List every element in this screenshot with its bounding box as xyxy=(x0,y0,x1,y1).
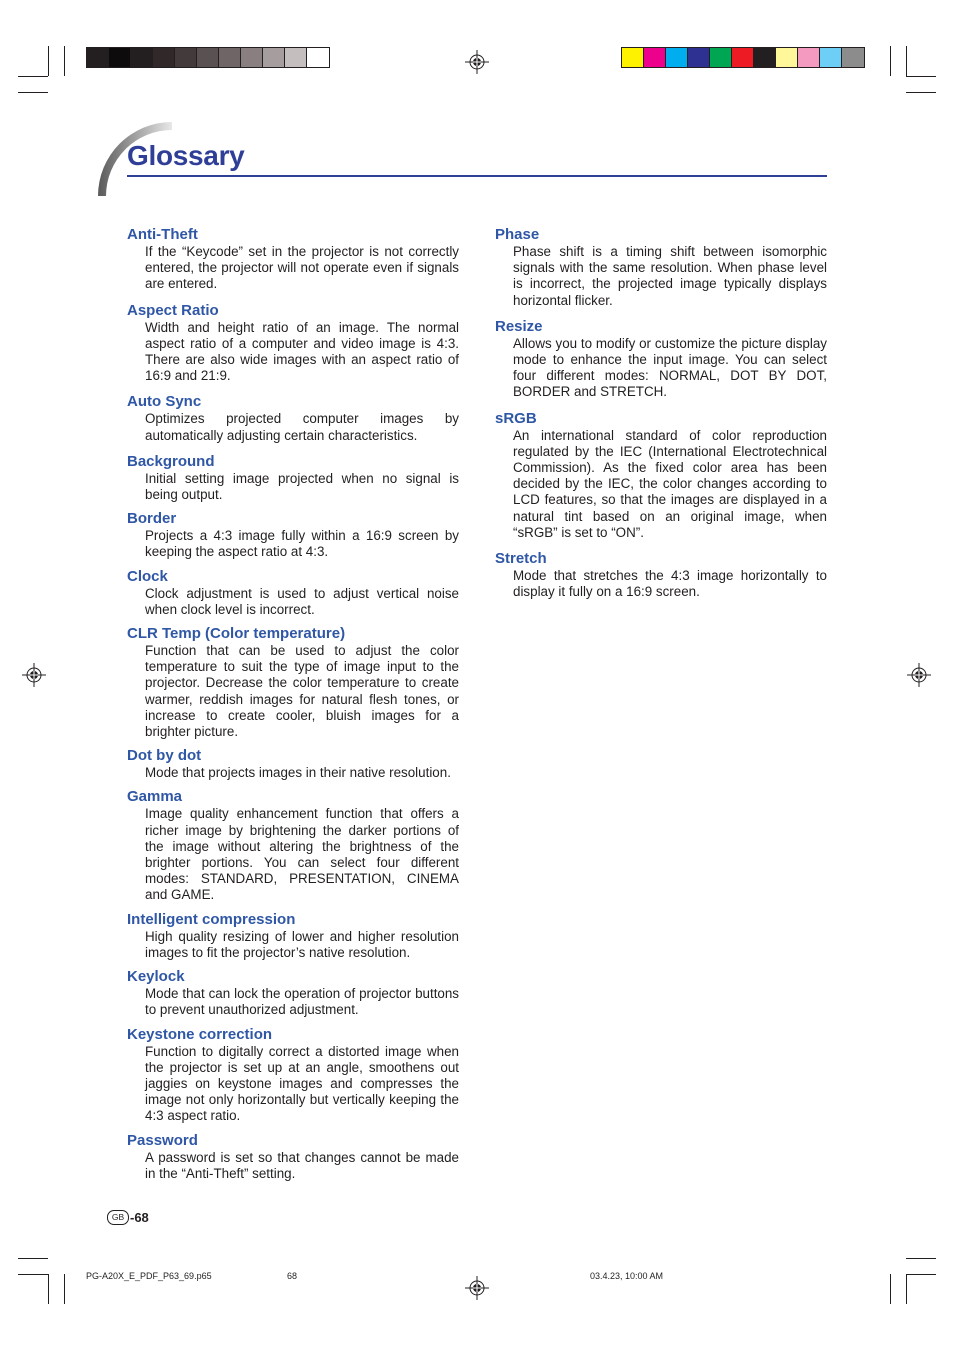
registration-mark-icon xyxy=(465,50,489,74)
registration-mark-icon xyxy=(465,1276,489,1300)
glossary-definition: An international standard of color reproduction regulated by the IEC (International Electrotechnical Commission). As the fixed color area has been decided by the IEC, the color changes according to LCD features, so that the images are displayed in a natural tint based on an original image, when “sRGB” is set to “ON”. xyxy=(513,427,827,540)
glossary-term: Phase xyxy=(495,226,540,243)
page-number-text: -68 xyxy=(130,1210,149,1225)
glossary-definition: High quality resizing of lower and higher resolution images to fit the projector’s native resolution. xyxy=(145,928,459,960)
color-swatch xyxy=(644,48,666,67)
glossary-entry xyxy=(127,625,459,740)
glossary-entry xyxy=(127,911,459,961)
glossary-entry xyxy=(127,453,459,503)
color-swatch xyxy=(285,48,307,67)
glossary-term: Border xyxy=(127,510,177,528)
glossary-entry xyxy=(127,1132,459,1182)
color-swatch xyxy=(109,48,131,67)
color-swatch xyxy=(307,48,329,67)
glossary-definition: Mode that stretches the 4:3 image horizontally to display it fully on a 16:9 screen. xyxy=(513,568,827,600)
registration-mark-icon xyxy=(22,663,46,687)
glossary-term: CLR Temp (Color temperature) xyxy=(127,625,346,643)
color-swatch xyxy=(219,48,241,67)
color-swatch xyxy=(732,48,754,67)
glossary-term: Intelligent compression xyxy=(127,910,296,928)
glossary-definition: Clock adjustment is used to adjust vertical noise when clock level is incorrect. xyxy=(145,585,459,617)
glossary-definition: A password is set so that changes cannot be made in the “Anti-Theft” setting. xyxy=(145,1149,459,1181)
crop-mark xyxy=(48,1274,49,1304)
crop-mark xyxy=(18,1258,48,1259)
color-swatch xyxy=(263,48,285,67)
glossary-definition: Function to digitally correct a distorted image when the projector is set up at an angle, smoothens out jaggies on keystone images and compresses the image not only horizontally but vertically keeping the 4:3 aspect ratio. xyxy=(145,1043,459,1124)
glossary-term: Dot by dot xyxy=(127,747,202,765)
crop-mark xyxy=(890,46,891,76)
color-swatch xyxy=(153,48,175,67)
footer-timestamp: 03.4.23, 10:00 AM xyxy=(590,1271,664,1281)
glossary-term: Keystone correction xyxy=(127,1025,273,1043)
glossary-entry xyxy=(495,550,827,600)
color-swatch xyxy=(87,48,109,67)
glossary-term: Background xyxy=(127,452,215,470)
page-title: Glossary xyxy=(127,140,245,171)
glossary-entry xyxy=(127,788,459,903)
glossary-term: Password xyxy=(127,1131,198,1149)
glossary-entry xyxy=(495,226,827,309)
glossary-term: Gamma xyxy=(127,788,183,806)
glossary-right-column xyxy=(495,226,827,600)
crop-mark xyxy=(906,1274,907,1304)
color-swatch xyxy=(131,48,153,67)
glossary-definition: If the “Keycode” set in the projector is not correctly entered, the projector will not operate even if signals are entered. xyxy=(145,244,459,292)
glossary-term: Anti-Theft xyxy=(127,226,198,243)
glossary-definition: Function that can be used to adjust the color temperature to suit the type of image input to the projector. Decrease the color temperature to create warmer, reddish images for natural flesh tones, or increase to create cooler, bluish images for a brighter picture. xyxy=(145,643,459,740)
glossary-definition: Initial setting image projected when no signal is being output. xyxy=(145,470,459,503)
glossary-entry xyxy=(127,510,459,560)
glossary-definition: Phase shift is a timing shift between isomorphic signals with the same resolution. When phase level is incorrect, the projected image typically displays horizontal flicker. xyxy=(513,244,827,308)
glossary-term: Auto Sync xyxy=(127,393,202,411)
crop-mark xyxy=(906,76,936,77)
glossary-definition: Allows you to modify or customize the picture display mode to enhance the input image. You can select four different modes: NORMAL, DOT BY DOT, BORDER and STRETCH. xyxy=(513,335,827,400)
glossary-entry xyxy=(127,226,459,293)
color-swatch xyxy=(820,48,842,67)
glossary-entry xyxy=(127,747,459,781)
crop-mark xyxy=(64,1274,65,1304)
glossary-term: Aspect Ratio xyxy=(127,301,219,319)
crop-mark xyxy=(906,92,936,93)
grayscale-calibration-bar xyxy=(86,47,330,68)
glossary-definition: Mode that can lock the operation of projector buttons to prevent unauthorized adjustment. xyxy=(145,986,459,1018)
color-swatch xyxy=(754,48,776,67)
glossary-entry xyxy=(127,1026,459,1125)
glossary-definition: Image quality enhancement function that offers a richer image by brightening the darker portions of the image without altering the brightness of the brighter portions. You can select four different modes: STANDARD, PRESENTATION, CINEMA and GAME. xyxy=(145,806,459,903)
crop-mark xyxy=(890,1274,891,1304)
glossary-definition: Optimizes projected computer images by automatically adjusting certain characteristics. xyxy=(145,411,459,443)
glossary-entry xyxy=(495,410,827,541)
crop-mark xyxy=(48,46,49,76)
color-swatch xyxy=(197,48,219,67)
color-calibration-bar xyxy=(621,47,865,68)
color-swatch xyxy=(622,48,644,67)
color-swatch xyxy=(666,48,688,67)
glossary-term: Resize xyxy=(495,317,543,335)
glossary-entry xyxy=(495,318,827,401)
crop-mark xyxy=(18,92,48,93)
footer-file-name: PG-A20X_E_PDF_P63_69.p65 xyxy=(86,1271,212,1281)
crop-mark xyxy=(906,46,907,76)
registration-mark-icon xyxy=(907,663,931,687)
crop-mark xyxy=(906,1274,936,1275)
crop-mark xyxy=(906,1258,936,1259)
color-swatch xyxy=(175,48,197,67)
glossary-entry xyxy=(127,393,459,443)
color-swatch xyxy=(241,48,263,67)
glossary-term: Clock xyxy=(127,567,168,585)
crop-mark xyxy=(18,76,48,77)
region-badge: GB xyxy=(107,1210,129,1225)
glossary-entry xyxy=(127,568,459,618)
color-swatch xyxy=(776,48,798,67)
glossary-definition: Projects a 4:3 image fully within a 16:9 screen by keeping the aspect ratio at 4:3. xyxy=(145,528,459,560)
glossary-definition: Width and height ratio of an image. The normal aspect ratio of a computer and video image is 4:3. There are also wide images with an aspect ratio of 16:9 and 21:9. xyxy=(145,319,459,384)
glossary-left-column xyxy=(127,226,459,1182)
footer-print-page: 68 xyxy=(287,1271,298,1281)
glossary-term: Keylock xyxy=(127,968,185,986)
glossary-definition: Mode that projects images in their native resolution. xyxy=(145,765,451,781)
glossary-term: Stretch xyxy=(495,550,547,568)
title-rule xyxy=(127,175,827,177)
color-swatch xyxy=(842,48,864,67)
color-swatch xyxy=(688,48,710,67)
page-number xyxy=(107,1210,149,1225)
color-swatch xyxy=(710,48,732,67)
glossary-entry xyxy=(127,302,459,385)
crop-mark xyxy=(18,1274,48,1275)
color-swatch xyxy=(798,48,820,67)
crop-mark xyxy=(64,46,65,76)
glossary-term: sRGB xyxy=(495,409,537,427)
glossary-entry xyxy=(127,968,459,1018)
